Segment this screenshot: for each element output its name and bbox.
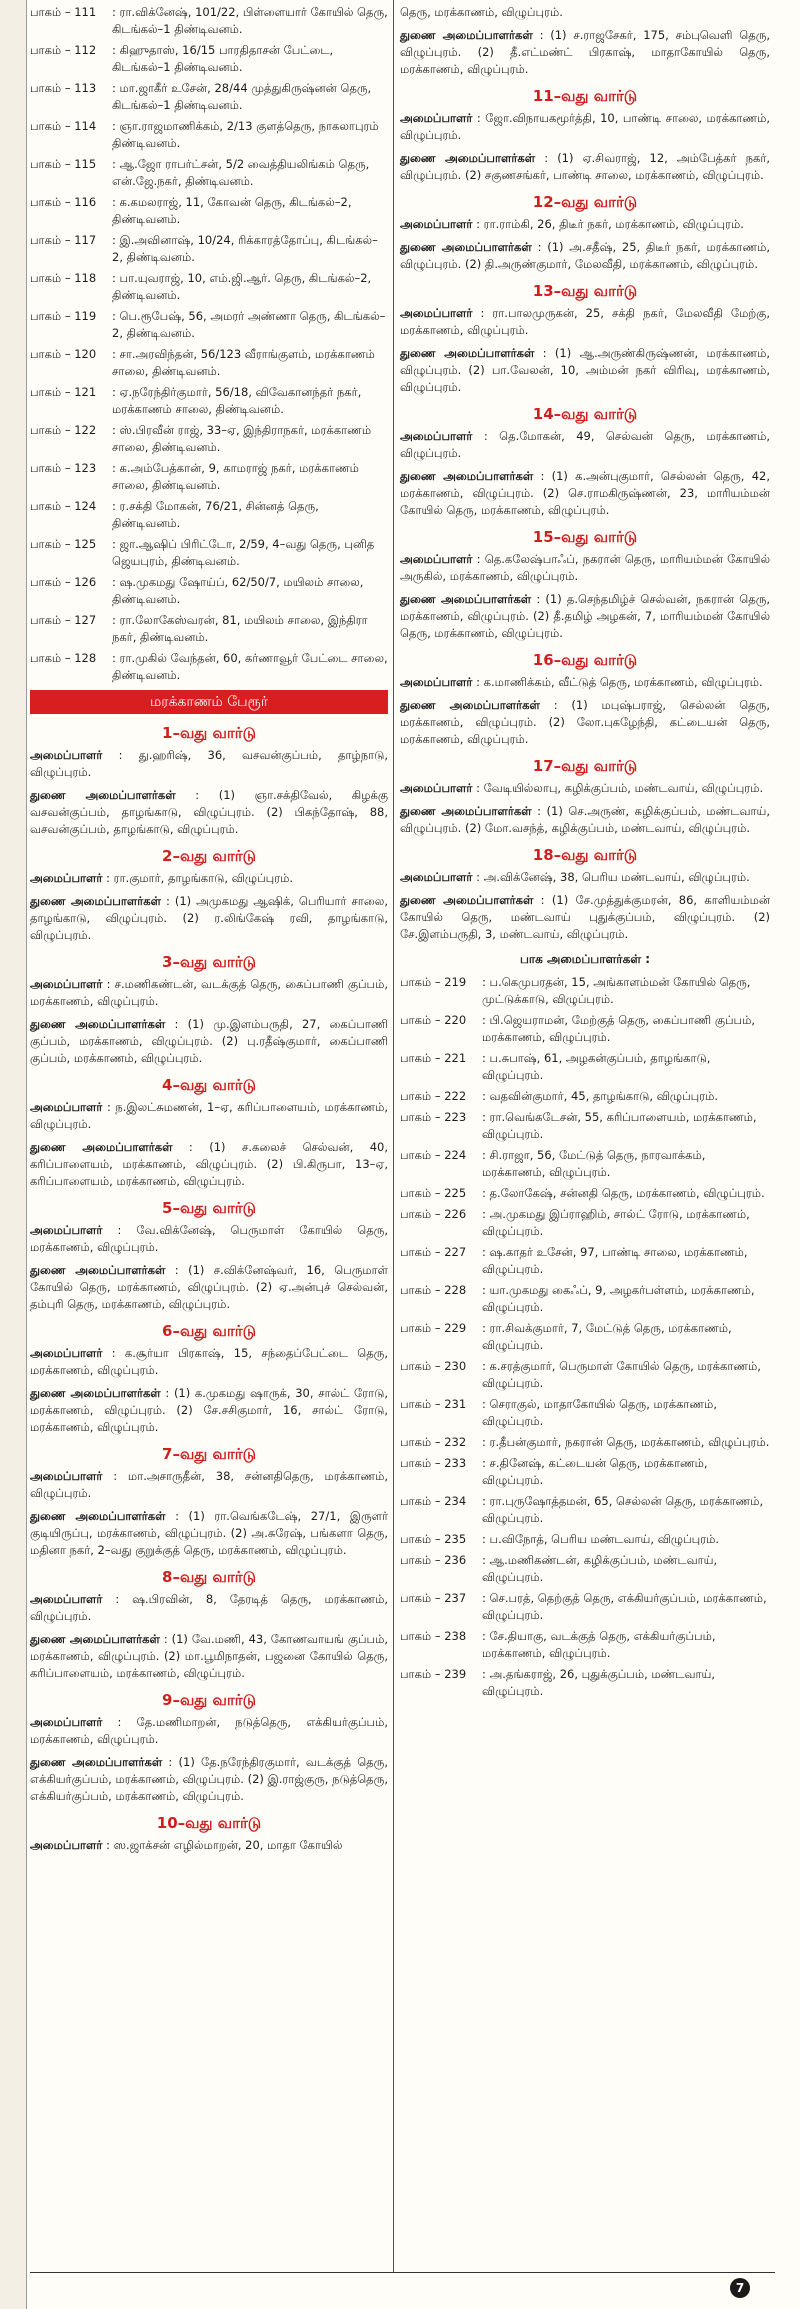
ward-entry	[400, 697, 770, 748]
part-text: : சி.ராஜா, 56, மேட்டுத் தெரு, நாரவாக்கம், மரக்காணம், விழுப்புரம்.	[482, 1148, 706, 1179]
entry-text: : (1) த.செந்தமிழ்ச் செல்வன், நகரான் தெரு, மரக்காணம், விழுப்புரம். (2) தீ.தமிழ் அழகன், 7, மாரியம்மன் கோயில் தெரு, மரக்காணம், விழுப்புரம்.	[400, 592, 771, 640]
part-text: : க.அம்பேத்கான், 9, காமராஜ் நகர், மரக்காணம் சாலை, திண்டிவனம்.	[112, 461, 359, 492]
ward-entry	[400, 591, 770, 642]
ward-section	[30, 951, 388, 1067]
ward-entry	[30, 1754, 388, 1805]
ward-heading: 3–வது வார்டு	[162, 953, 256, 971]
part-text: : பி.ஜெயராமன், மேற்குத் தெரு, கைப்பாணி குப்பம், மரக்காணம், விழுப்புரம்.	[482, 1013, 755, 1044]
part-label: பாகம் – 221	[400, 1051, 467, 1065]
part-text: : ரா.விக்னேஷ், 101/22, பிள்ளையார் கோயில் தெரு, கிடங்கல்–1 திண்டிவனம்.	[112, 5, 388, 36]
ward-section	[30, 1443, 388, 1559]
part-entry	[30, 42, 388, 76]
role-label: அமைப்பாளர்	[30, 1100, 103, 1114]
part-label: பாகம் – 120	[30, 347, 97, 361]
part-label: பாகம் – 117	[30, 233, 97, 247]
ward-section	[30, 1566, 388, 1682]
role-label: துணை அமைப்பாளர்கள்	[30, 1140, 173, 1154]
part-text: : அ.முகமது இப்ராஹிம், சால்ட் ரோடு, மரக்காணம், விழுப்புரம்.	[482, 1207, 750, 1238]
ward-entry	[30, 870, 388, 887]
part-label: பாகம் – 226	[400, 1207, 467, 1221]
part-entry	[400, 1282, 770, 1316]
ward-heading: 11–வது வார்டு	[532, 87, 638, 105]
entry-text: : (1) ச.விக்னேஷ்வர், 16, பெருமாள் கோயில் தெரு, மரக்காணம், விழுப்புரம். (2) ஏ.அன்புச் செல்வன், தம்புரி தெரு, மரக்காணம், விழுப்புரம்.	[30, 1263, 388, 1311]
part-entry	[400, 1455, 770, 1489]
part-label: பாகம் – 119	[30, 309, 97, 323]
ward-heading: 17–வது வார்டு	[532, 757, 638, 775]
ward-section	[400, 526, 770, 642]
part-label: பாகம் – 222	[400, 1089, 467, 1103]
column-divider	[393, 0, 394, 2272]
part-entry	[30, 612, 388, 646]
role-label: துணை அமைப்பாளர்கள்	[30, 1017, 166, 1031]
entry-text: : (1) ஆ.அருண்கிருஷ்ணன், மரக்காணம், விழுப்புரம். (2) பா.வேலன், 10, அம்மன் நகர் விரிவு, மரக்காணம், விழுப்புரம்.	[400, 346, 770, 394]
part-entry	[400, 1358, 770, 1392]
ward-heading: 7–வது வார்டு	[162, 1445, 256, 1463]
ward-entry	[400, 305, 770, 339]
ward-section	[30, 1320, 388, 1436]
entry-text: : ச.மணிகண்டன், வடக்குத் தெரு, கைப்பாணி குப்பம், மரக்காணம், விழுப்புரம்.	[30, 977, 388, 1008]
ward-entry	[30, 1345, 388, 1379]
part-text: : சா.அரவிந்தன், 56/123 வீராங்குளம், மரக்காணம் சாலை, திண்டிவனம்.	[112, 347, 375, 378]
part-text: : க.சரத்குமார், பெருமாள் கோயில் தெரு, மரக்காணம், விழுப்புரம்.	[482, 1359, 761, 1390]
part-entry	[400, 1244, 770, 1278]
part-text: : செ.பரத், தெற்குத் தெரு, எக்கியர்குப்பம், மரக்காணம், விழுப்புரம்.	[482, 1591, 767, 1622]
part-label: பாகம் – 238	[400, 1629, 467, 1643]
part-entry	[400, 974, 770, 1008]
role-label: அமைப்பாளர்	[30, 1592, 103, 1606]
entry-text: : ஷ.பிரவின், 8, தேரடித் தெரு, மரக்காணம், விழுப்புரம்.	[30, 1592, 388, 1623]
part-entry	[400, 1590, 770, 1624]
entry-text: : வே.விக்னேஷ், பெருமாள் கோயில் தெரு, மரக்காணம், விழுப்புரம்.	[30, 1223, 388, 1254]
ward-heading: 10–வது வார்டு	[156, 1814, 262, 1832]
part-text: : ப.சுபாஷ், 61, அழகன்குப்பம், தாழங்காடு, விழுப்புரம்.	[482, 1051, 711, 1082]
part-label: பாகம் – 233	[400, 1456, 467, 1470]
role-label: அமைப்பாளர்	[30, 871, 103, 885]
ward-entry	[30, 1468, 388, 1502]
entry-text: : தெ.கலேஷ்பாஃப், நகரான் தெரு, மாரியம்மன் கோயில் அருகில், மரக்காணம், விழுப்புரம்.	[400, 552, 770, 583]
ward-entry	[400, 674, 770, 691]
ward-entry	[30, 1714, 388, 1748]
role-label: துணை அமைப்பாளர்கள்	[30, 1755, 163, 1769]
left-page-edge	[0, 0, 27, 2309]
entry-text: : து.ஹரிஷ், 36, வசவன்குப்பம், தாழ்நாடு, விழுப்புரம்.	[30, 748, 388, 779]
ward-heading: 14–வது வார்டு	[532, 405, 638, 423]
entry-text: : (1) தே.நரேந்திரகுமார், வடக்குத் தெரு, எக்கியர்குப்பம், மரக்காணம், விழுப்புரம். (2) இ.ராஜ்குரு, நடுத்தெரு, எக்கியர்குப்பம், மரக்காணம், விழுப்புரம்.	[30, 1755, 388, 1803]
ward-heading: 12–வது வார்டு	[532, 193, 638, 211]
part-text: : ரா.வெங்கடேசன், 55, கரிப்பாளையம், மரக்காணம், விழுப்புரம்.	[482, 1110, 757, 1141]
part-text: : ஷ.காதர் உசேன், 97, பாண்டி சாலை, மரக்காணம், விழுப்புரம்.	[482, 1245, 748, 1276]
part-entry	[400, 1531, 770, 1548]
entry-text: : ஸ.ஜாக்சன் எழில்மாறன், 20, மாதா கோயில்	[102, 1838, 343, 1852]
ward-heading: 18–வது வார்டு	[532, 846, 638, 864]
entry-text: : தே.மணிமாறன், நடுத்தெரு, எக்கியர்குப்பம், மரக்காணம், விழுப்புரம்.	[30, 1715, 388, 1746]
ward-heading: 13–வது வார்டு	[532, 282, 638, 300]
part-label: பாகம் – 122	[30, 423, 97, 437]
part-text: : கிஹுதாஸ், 16/15 பாரதிதாசன் பேட்டை, கிடங்கல்–1 திண்டிவனம்.	[112, 43, 334, 74]
ward-entry	[400, 345, 770, 396]
ward-section	[400, 403, 770, 519]
ward-section	[400, 755, 770, 837]
role-label: துணை அமைப்பாளர்கள்	[400, 469, 534, 483]
ward-section	[400, 844, 770, 943]
part-entry	[30, 118, 388, 152]
ward-entry	[30, 893, 388, 944]
entry-text: : வேடியில்லாபு, கழிக்குப்பம், மண்டவாய், விழுப்புரம்.	[472, 781, 764, 795]
part-text: : ச.தினேஷ், கட்டையன் தெரு, மரக்காணம், விழுப்புரம்.	[482, 1456, 708, 1487]
ward-section	[400, 280, 770, 396]
ward-entry	[30, 1222, 388, 1256]
ward-heading: 15–வது வார்டு	[532, 528, 638, 546]
part-text: : ப.விநோத், பெரிய மண்டவாய், விழுப்புரம்.	[482, 1532, 720, 1546]
part-label: பாகம் – 228	[400, 1283, 467, 1297]
role-label: துணை அமைப்பாளர்கள்	[30, 1509, 166, 1523]
part-label: பாகம் – 225	[400, 1186, 467, 1200]
part-text: : ரா.லோகேஸ்வரன், 81, மயிலம் சாலை, இந்திரா நகர், திண்டிவனம்.	[112, 613, 368, 644]
continued-text: தெரு, மரக்காணம், விழுப்புரம்.	[400, 5, 563, 19]
ward-section	[400, 191, 770, 273]
section-banner: மரக்காணம் பேரூர்	[30, 690, 388, 714]
ward-entry	[400, 780, 770, 797]
role-label: துணை அமைப்பாளர்கள்	[400, 151, 536, 165]
entry-text: : (1) அ.சதீஷ், 25, திடீர் நகர், மரக்காணம், விழுப்புரம். (2) தி.அருண்குமார், மேலவீதி, மரக்காணம், விழுப்புரம்.	[400, 240, 770, 271]
ward-entry	[30, 1016, 388, 1067]
part-entry	[400, 1320, 770, 1354]
part-entry	[400, 1206, 770, 1240]
ward-heading: 8–வது வார்டு	[162, 1568, 256, 1586]
left-part-list	[30, 4, 388, 684]
part-label: பாகம் – 219	[400, 975, 467, 989]
ward-heading: 2–வது வார்டு	[162, 847, 256, 865]
entry-text: : (1) க.முகமது ஷாருக், 30, சால்ட் ரோடு, மரக்காணம், விழுப்புரம். (2) சே.சசிகுமார், 16, சால்ட் ரோடு, மரக்காணம், விழுப்புரம்.	[30, 1386, 388, 1434]
ward-section	[30, 1689, 388, 1805]
ward-heading: 6–வது வார்டு	[162, 1322, 256, 1340]
part-entry	[30, 232, 388, 266]
part-label: பாகம் – 230	[400, 1359, 467, 1373]
part-label: பாகம் – 227	[400, 1245, 467, 1259]
part-entry	[30, 270, 388, 304]
part-entry	[400, 1666, 770, 1700]
part-text: : ரா.முகில் வேந்தன், 60, கர்ணாவூர் பேட்டை சாலை, திண்டிவனம்.	[112, 651, 388, 682]
part-entry	[400, 1050, 770, 1084]
ward-section	[30, 722, 388, 838]
part-text: : ஆ.ஜோ ராபர்ட்சன், 5/2 வைத்தியலிங்கம் தெரு, என்.ஜே.நகர், திண்டிவனம்.	[112, 157, 370, 188]
part-label: பாகம் – 220	[400, 1013, 467, 1027]
ward-entry	[400, 239, 770, 273]
right-ward-list	[400, 85, 770, 943]
ward-heading: 5–வது வார்டு	[162, 1199, 256, 1217]
left-column	[30, 4, 388, 1860]
role-label: அமைப்பாளர்	[30, 1838, 103, 1852]
part-entry	[30, 422, 388, 456]
ward-entry	[30, 747, 388, 781]
ward-section	[30, 1074, 388, 1190]
entry-text: : க.மாணிக்கம், வீட்டுத் தெரு, மரக்காணம், விழுப்புரம்.	[472, 675, 763, 689]
part-entry	[30, 4, 388, 38]
ward-entry	[400, 110, 770, 144]
part-entry	[30, 574, 388, 608]
part-label: பாகம் – 232	[400, 1435, 467, 1449]
part-text: : ரா.சிவக்குமார், 7, மேட்டுத் தெரு, மரக்காணம், விழுப்புரம்.	[482, 1321, 732, 1352]
entry-text: : (1) சே.முத்துக்குமரன், 86, காளியம்மன் கோயில் தெரு, மண்டவாய் புதுக்குப்பம், விழுப்புரம். (2) சே.இளம்பருதி, 3, மண்டவாய், விழுப்புரம்.	[400, 893, 771, 941]
entry-text: : (1) ஏ.சிவராஜ், 12, அம்பேத்கர் நகர், விழுப்புரம். (2) சகுணசங்கர், பாண்டி சாலை, மரக்காணம், விழுப்புரம்.	[400, 151, 770, 182]
ward-heading: 16–வது வார்டு	[532, 651, 638, 669]
part-label: பாகம் – 125	[30, 537, 97, 551]
part-entry	[400, 1552, 770, 1586]
ward-entry	[30, 787, 388, 838]
part-label: பாகம் – 124	[30, 499, 97, 513]
part-text: : இ.அவினாஷ், 10/24, ரிக்காரத்தோப்பு, கிடங்கல்–2, திண்டிவனம்.	[112, 233, 378, 264]
role-label: அமைப்பாளர்	[400, 552, 473, 566]
right-column	[400, 4, 770, 1704]
role-label: அமைப்பாளர்	[30, 977, 103, 991]
part-label: பாகம் – 115	[30, 157, 97, 171]
role-label: அமைப்பாளர்	[400, 429, 473, 443]
part-text: : யா.முகமது கைஃப், 9, அழகர்பள்ளம், மரக்காணம், விழுப்புரம்.	[482, 1283, 755, 1314]
part-entry	[400, 1147, 770, 1181]
entry-text: : (1) ச.ராஜசேகர், 175, சம்புவெளி தெரு, விழுப்புரம். (2) தீ.எட்மண்ட் பிரகாஷ், மாதாகோயில் தெரு, மரக்காணம், விழுப்புரம்.	[400, 28, 771, 76]
role-label: துணை அமைப்பாளர்கள்	[400, 240, 532, 254]
role-label: அமைப்பாளர்	[30, 748, 103, 762]
entry-text: : (1) செ.அருண், கழிக்குப்பம், மண்டவாய், விழுப்புரம். (2) மோ.வசந்த், கழிக்குப்பம், மண்டவாய், விழுப்புரம்.	[400, 804, 771, 835]
part-label: பாகம் – 112	[30, 43, 97, 57]
entry-text: : (1) வே.மணி, 43, கோணவாயங் குப்பம், மரக்காணம், விழுப்புரம். (2) மா.பூமிநாதன், பஜனை கோயில் தெரு, கரிப்பாளையம், மரக்காணம், விழுப்புரம்.	[30, 1632, 389, 1680]
page-number: 7	[730, 2278, 750, 2298]
ward-10-deputies	[400, 27, 770, 78]
part-label: பாகம் – 235	[400, 1532, 467, 1546]
role-label: அமைப்பாளர்	[400, 217, 473, 231]
left-ward-list	[30, 722, 388, 1854]
entry-text: : க.சூர்யா பிரகாஷ், 15, சந்தைப்பேட்டை தெரு, மரக்காணம், விழுப்புரம்.	[30, 1346, 388, 1377]
part-entry	[400, 1012, 770, 1046]
part-label: பாகம் – 229	[400, 1321, 467, 1335]
ward-entry	[30, 1385, 388, 1436]
ward-heading: 9–வது வார்டு	[162, 1691, 256, 1709]
ward-entry	[400, 468, 770, 519]
part-text: : பெ.ரூபேஷ், 56, அமரர் அண்ணா தெரு, கிடங்கல்–2, திண்டிவனம்.	[112, 309, 386, 340]
entry-text: : ஜோ.விநாயகமூர்த்தி, 10, பாண்டி சாலை, மரக்காணம், விழுப்புரம்.	[400, 111, 770, 142]
ward-section	[400, 649, 770, 748]
part-text: : ஜா.ஆஷிப் பிரிட்டோ, 2/59, 4–வது தெரு, புனித ஜெயபுரம், திண்டிவனம்.	[112, 537, 375, 568]
part-entry	[400, 1185, 770, 1202]
part-entry	[400, 1493, 770, 1527]
part-text: : ஞா.ராஜமாணிக்கம், 2/13 குளத்தெரு, நாகலாபுரம் திண்டிவனம்.	[112, 119, 379, 150]
part-entry	[30, 346, 388, 380]
part-entry	[400, 1628, 770, 1662]
part-text: : ஸ்.பிரவீன் ராஜ், 33–ஏ, இந்திராநகர், மரக்காணம் சாலை, திண்டிவனம்.	[112, 423, 372, 454]
part-text: : பா.யுவராஜ், 10, எம்.ஜி.ஆர். தெரு, கிடங்கல்–2, திண்டிவனம்.	[112, 271, 372, 302]
part-text: : ஏ.நரேந்திர்குமார், 56/18, விவேகானந்தர் நகர், மரக்காணம் சாலை, திண்டிவனம்.	[112, 385, 362, 416]
part-label: பாகம் – 123	[30, 461, 97, 475]
entry-text: : ரா.குமார், தாழங்காடு, விழுப்புரம்.	[102, 871, 294, 885]
ward-entry	[400, 551, 770, 585]
role-label: துணை அமைப்பாளர்கள்	[400, 592, 532, 606]
role-label: அமைப்பாளர்	[400, 870, 473, 884]
part-label: பாகம் – 128	[30, 651, 97, 665]
ward-section	[30, 1197, 388, 1313]
part-label: பாகம் – 239	[400, 1667, 467, 1681]
part-label: பாகம் – 116	[30, 195, 97, 209]
part-entry	[30, 156, 388, 190]
part-label: பாகம் – 127	[30, 613, 97, 627]
entry-text: : (1) ஞா.சக்திவேல், கிழக்கு வசவன்குப்பம், தாழங்காடு, விழுப்புரம். (2) பிகந்தோஷ், 88, வசவன்குப்பம், தாழங்காடு, விழுப்புரம்.	[30, 788, 388, 836]
ward-entry	[400, 803, 770, 837]
role-label: துணை அமைப்பாளர்கள்	[400, 346, 535, 360]
role-label: துணை அமைப்பாளர்கள்	[30, 1386, 161, 1400]
role-label: துணை அமைப்பாளர்கள்	[30, 894, 161, 908]
part-entry	[30, 650, 388, 684]
ward-entry	[400, 892, 770, 943]
part-label: பாகம் – 114	[30, 119, 97, 133]
right-part-list	[400, 974, 770, 1700]
role-label: அமைப்பாளர்	[30, 1223, 103, 1237]
entry-text: : அ.விக்னேஷ், 38, பெரிய மண்டவாய், விழுப்புரம்.	[472, 870, 750, 884]
part-label: பாகம் – 237	[400, 1591, 467, 1605]
ward-heading: 1–வது வார்டு	[162, 724, 256, 742]
part-label: பாகம் – 113	[30, 81, 97, 95]
ward-entry	[30, 1591, 388, 1625]
ward-entry	[30, 1099, 388, 1133]
part-label: பாகம் – 224	[400, 1148, 467, 1162]
part-text: : ர.தீபன்குமார், நகரான் தெரு, மரக்காணம், விழுப்புரம்.	[482, 1435, 770, 1449]
part-text: : மா.ஜாகீர் உசேன், 28/44 முத்துகிருஷ்னன் தெரு, கிடங்கல்–1 திண்டிவனம்.	[112, 81, 372, 112]
bottom-rule	[30, 2272, 775, 2273]
part-entry	[30, 498, 388, 532]
part-label: பாகம் – 236	[400, 1553, 467, 1567]
role-label: துணை அமைப்பாளர்கள்	[400, 804, 532, 818]
ward-section	[400, 85, 770, 184]
part-entry	[30, 536, 388, 570]
entry-text: : (1) ரா.வெங்கடேஷ், 27/1, இருளர் குடியிருப்பு, மரக்காணம், விழுப்புரம். (2) அ.சுரேஷ், பங்களா தெரு, மதினா நகர், 2–வது குறுக்குத் தெரு, மரக்காணம், விழுப்புரம்.	[30, 1509, 388, 1557]
ward-entry	[30, 1508, 388, 1559]
booth-organizers-heading: பாக அமைப்பாளர்கள் :	[519, 952, 651, 966]
entry-text: : (1) க.அன்புகுமார், செல்லன் தெரு, 42, மரக்காணம், விழுப்புரம். (2) செ.ராமகிருஷ்ணன், 23, மாரியம்மன் கோயில் தெரு, மரக்காணம், விழுப்புரம்.	[400, 469, 770, 517]
part-entry	[400, 1396, 770, 1430]
part-text: : அ.தங்கராஜ், 26, புதுக்குப்பம், மண்டவாய், விழுப்புரம்.	[482, 1667, 715, 1698]
role-label: துணை அமைப்பாளர்கள்	[30, 788, 176, 802]
part-text: : ஷ.முகமது ஷோய்ப், 62/50/7, மயிலம் சாலை, திண்டிவனம்.	[112, 575, 364, 606]
entry-text: : ரா.ராம்கி, 26, திடீர் நகர், மரக்காணம், விழுப்புரம்.	[472, 217, 744, 231]
part-entry	[30, 460, 388, 494]
part-text: : ஆ.மணிகண்டன், கழிக்குப்பம், மண்டவாய், விழுப்புரம்.	[482, 1553, 718, 1584]
role-label: அமைப்பாளர்	[400, 675, 473, 689]
part-entry	[400, 1109, 770, 1143]
role-label: அமைப்பாளர்	[30, 1346, 103, 1360]
entry-text: : ரா.பாலமுருகன், 25, சக்தி நகர், மேலவீதி மேற்கு, மரக்காணம், விழுப்புரம்.	[400, 306, 770, 337]
role-label: அமைப்பாளர்	[400, 781, 473, 795]
part-label: பாகம் – 121	[30, 385, 97, 399]
part-entry	[30, 384, 388, 418]
part-text: : சே.தியாகு, வடக்குத் தெரு, எக்கியர்குப்பம், மரக்காணம், விழுப்புரம்.	[482, 1629, 716, 1660]
part-text: : க.கமலராஜ், 11, கோவன் தெரு, கிடங்கல்–2, திண்டிவனம்.	[112, 195, 352, 226]
part-text: : ர.சக்தி மோகன், 76/21, சின்னத் தெரு, திண்டிவனம்.	[112, 499, 319, 530]
part-entry	[30, 308, 388, 342]
ward-entry	[30, 976, 388, 1010]
ward-section	[30, 1812, 388, 1854]
entry-text: : ந.இலட்சுமணன், 1–ஏ, கரிப்பாளையம், மரக்காணம், விழுப்புரம்.	[30, 1100, 388, 1131]
ward-heading: 4–வது வார்டு	[162, 1076, 256, 1094]
entry-text: : (1) ச.கலைச் செல்வன், 40, கரிப்பாளையம், மரக்காணம், விழுப்புரம். (2) பி.கிருபா, 13–ஏ, கரிப்பாளையம், மரக்காணம், விழுப்புரம்.	[30, 1140, 388, 1188]
part-label: பாகம் – 231	[400, 1397, 467, 1411]
part-label: பாகம் – 234	[400, 1494, 467, 1508]
entry-text: : மா.அசாருதீன், 38, சன்னதிதெரு, மரக்காணம், விழுப்புரம்.	[30, 1469, 388, 1500]
entry-text: : (1) மு.இளம்பருதி, 27, கைப்பாணி குப்பம், மரக்காணம், விழுப்புரம். (2) பு.ரதீஷ்குமார், கைப்பாணி குப்பம், மரக்காணம், விழுப்புரம்.	[30, 1017, 389, 1065]
part-text: : செராகுல், மாதாகோயில் தெரு, மரக்காணம், விழுப்புரம்.	[482, 1397, 717, 1428]
entry-text: : (1) மபுஷ்பராஜ், செல்லன் தெரு, மரக்காணம், விழுப்புரம். (2) லோ.புகழேந்தி, கட்டையன் தெரு, மரக்காணம், விழுப்புரம்.	[400, 698, 770, 746]
part-label: பாகம் – 118	[30, 271, 97, 285]
entry-text: : (1) அமுகமது ஆஷிக், பெரியார் சாலை, தாழங்காடு, விழுப்புரம். (2) ர.லிங்கேஷ் ரவி, தாழங்காடு, விழுப்புரம்.	[30, 894, 388, 942]
part-text: : ரா.புருஷோத்தமன், 65, செல்லன் தெரு, மரக்காணம், விழுப்புரம்.	[482, 1494, 764, 1525]
role-label: துணை அமைப்பாளர்கள்	[400, 893, 534, 907]
ward-entry	[30, 1837, 388, 1854]
role-label: துணை அமைப்பாளர்கள்	[30, 1632, 160, 1646]
part-entry	[400, 1434, 770, 1451]
role-label: அமைப்பாளர்	[30, 1469, 103, 1483]
role-label: துணை அமைப்பாளர்கள்	[400, 28, 533, 42]
role-label: அமைப்பாளர்	[400, 306, 473, 320]
role-label: துணை அமைப்பாளர்கள்	[30, 1263, 166, 1277]
role-label: அமைப்பாளர்	[30, 1715, 103, 1729]
part-label: பாகம் – 111	[30, 5, 97, 19]
role-label: அமைப்பாளர்	[400, 111, 473, 125]
part-entry	[400, 1088, 770, 1105]
part-label: பாகம் – 126	[30, 575, 97, 589]
ward-entry	[400, 216, 770, 233]
ward-entry	[400, 150, 770, 184]
ward-entry	[400, 428, 770, 462]
part-text: : ப.கெமுபரதன், 15, அங்காளம்மன் கோயில் தெரு, முட்டுக்காடு, விழுப்புரம்.	[482, 975, 751, 1006]
part-text: : த.லோகேஷ், சன்னதி தெரு, மரக்காணம், விழுப்புரம்.	[482, 1186, 765, 1200]
part-text: : வதவின்குமார், 45, தாழங்காடு, விழுப்புரம்.	[482, 1089, 719, 1103]
part-label: பாகம் – 223	[400, 1110, 467, 1124]
ward-entry	[30, 1139, 388, 1190]
ward-entry	[30, 1631, 388, 1682]
part-entry	[30, 80, 388, 114]
part-entry	[30, 194, 388, 228]
entry-text: : தெ.மோகன், 49, செல்வன் தெரு, மரக்காணம், விழுப்புரம்.	[400, 429, 770, 460]
ward-section	[30, 845, 388, 944]
ward-entry	[30, 1262, 388, 1313]
ward-entry	[400, 869, 770, 886]
role-label: துணை அமைப்பாளர்கள்	[400, 698, 540, 712]
